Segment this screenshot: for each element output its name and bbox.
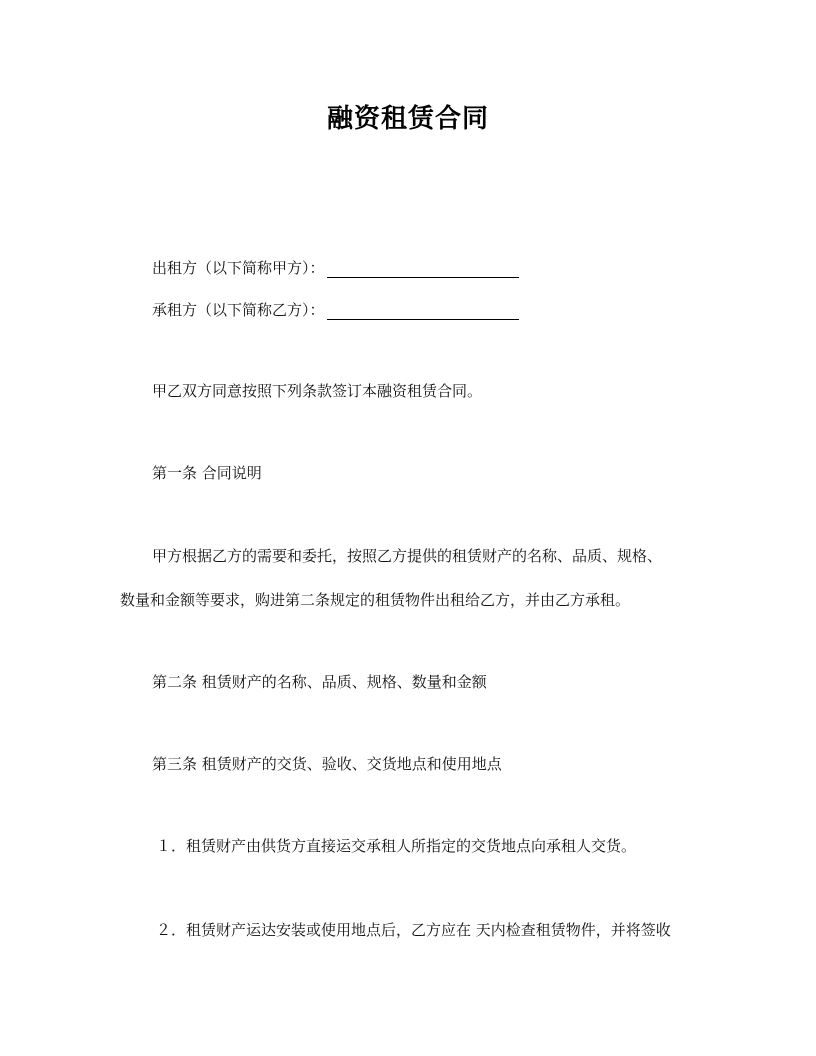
lessor-blank-field[interactable] [327,261,519,278]
article1-heading: 第一条 合同说明 [152,464,262,482]
document-title: 融资租赁合同 [326,104,489,134]
lessee-label: 承租方（以下简称乙方）： [152,301,325,319]
lessor-line [152,258,519,278]
article3-heading: 第三条 租赁财产的交货、验收、交货地点和使用地点 [152,755,502,773]
article3-item2: ２．租赁财产运达安装或使用地点后，乙方应在 天内检查租赁物件，并将签收 [156,921,671,939]
intro-text: 甲乙双方同意按照下列条款签订本融资租赁合同。 [152,382,483,400]
article1-para-line2: 数量和金额等要求，购进第二条规定的租赁物件出租给乙方，并由乙方承租。 [120,591,631,609]
lessee-blank-field[interactable] [327,303,519,320]
lessor-label: 出租方（以下简称甲方）： [152,259,325,277]
article1-para-line1: 甲方根据乙方的需要和委托，按照乙方提供的租赁财产的名称、品质、规格、 [152,547,663,565]
lessee-line [152,300,519,320]
article2-heading: 第二条 租赁财产的名称、品质、规格、数量和金额 [152,673,487,691]
article3-item1: １．租赁财产由供货方直接运交承租人所指定的交货地点向承租人交货。 [156,837,637,855]
